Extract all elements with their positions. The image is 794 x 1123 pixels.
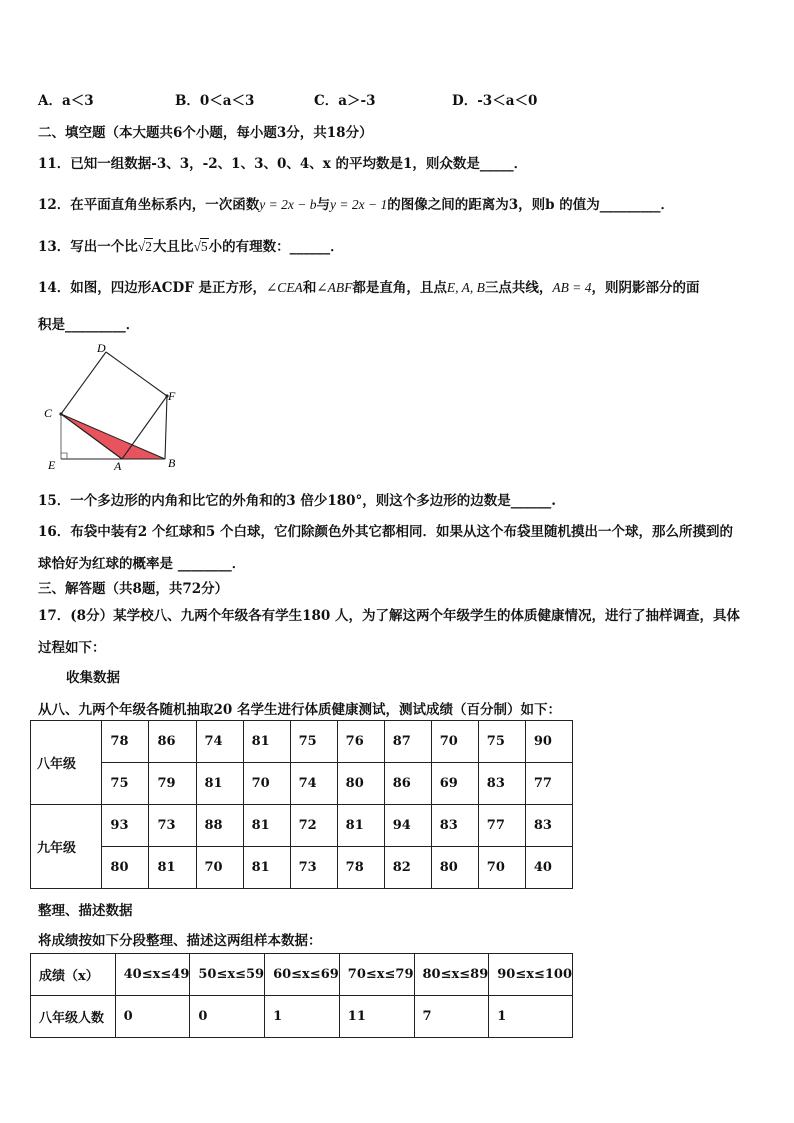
score-cell: 81 — [243, 721, 290, 763]
organize-data-description: 将成绩按如下分段整理、描述这两组样本数据： — [38, 933, 322, 949]
score-cell: 74 — [290, 763, 337, 805]
score-cell: 90 — [525, 721, 572, 763]
score-cell: 70 — [431, 721, 478, 763]
q12-function-1: y = 2x − b — [259, 197, 317, 212]
header-cell: 80≤x≤89 — [414, 954, 489, 996]
score-cell: 75 — [478, 721, 525, 763]
score-cell: 86 — [149, 721, 196, 763]
score-cell: 80 — [431, 847, 478, 889]
score-cell: 77 — [478, 805, 525, 847]
count-cell: 0 — [115, 996, 190, 1038]
table-row — [31, 721, 573, 763]
q14-text-3: 都是直角，且点 — [352, 280, 447, 296]
label-a: A — [114, 459, 122, 470]
score-cell: 75 — [102, 763, 149, 805]
score-cell: 80 — [102, 847, 149, 889]
question-13 — [38, 235, 344, 255]
header-cell: 70≤x≤79 — [339, 954, 414, 996]
option-d: D．-3＜a＜0 — [452, 93, 538, 109]
q12-function-2: y = 2x − 1 — [330, 197, 388, 212]
label-b: B — [168, 456, 176, 470]
score-cell: 94 — [384, 805, 431, 847]
section3-title: 三、解答题（共8题，共72分） — [38, 581, 229, 597]
question-16-line2: 球恰好为红球的概率是 ________． — [38, 556, 246, 572]
header-cell: 60≤x≤69 — [265, 954, 340, 996]
q13-root-2: 5 — [200, 239, 208, 254]
segment-df — [106, 352, 167, 396]
q14-angle-2: ∠ABF — [316, 280, 353, 295]
label-c: C — [44, 406, 53, 420]
score-cell: 79 — [149, 763, 196, 805]
score-cell: 83 — [431, 805, 478, 847]
q13-prefix: 13．写出一个比 — [38, 239, 138, 255]
point-c — [59, 412, 62, 415]
q14-text-5: ，则阴影部分的面 — [591, 280, 700, 296]
question-17-line1: 17．(8分）某学校八、九两个年级各有学生180 人，为了解这两个年级学生的体质健康情况，进行了抽样调查，具体 — [38, 608, 740, 624]
table-row — [31, 805, 573, 847]
score-cell: 81 — [243, 805, 290, 847]
segment-cd — [61, 352, 106, 414]
q12-suffix: 的图像之间的距离为3，则b 的值为_________． — [387, 197, 675, 213]
question-15: 15．一个多边形的内角和比它的外角和的3 倍少180°，则这个多边形的边数是______. — [38, 493, 557, 509]
collect-data-heading: 收集数据 — [66, 670, 120, 686]
header-cell: 成绩（x） — [31, 954, 116, 996]
q12-mid: 与 — [316, 197, 331, 213]
table-row — [31, 954, 573, 996]
section2-title: 二、填空题（本大题共6个小题，每小题3分，共18分） — [38, 125, 373, 141]
count-cell: 1 — [489, 996, 573, 1038]
segment-fa — [122, 396, 167, 459]
q14-text-4: 三点共线， — [484, 280, 553, 296]
score-cell: 86 — [384, 763, 431, 805]
count-cell: 1 — [265, 996, 340, 1038]
score-cell: 69 — [431, 763, 478, 805]
table-row — [31, 763, 573, 805]
header-cell: 40≤x≤49 — [115, 954, 190, 996]
score-cell: 78 — [337, 847, 384, 889]
score-cell: 82 — [384, 847, 431, 889]
label-d: D — [97, 341, 106, 355]
table-row — [31, 847, 573, 889]
score-cell: 70 — [196, 847, 243, 889]
sqrt-icon: √ — [193, 239, 201, 254]
q14-equation: AB = 4 — [552, 280, 592, 295]
q14-angle-1: ∠CEA — [266, 280, 303, 295]
scores-table — [30, 720, 573, 889]
count-cell: 11 — [339, 996, 414, 1038]
score-cell: 72 — [290, 805, 337, 847]
geometry-figure — [40, 340, 190, 470]
option-c: C．a＞-3 — [314, 93, 376, 109]
grade-9-label: 九年级 — [31, 805, 102, 889]
question-12 — [38, 193, 674, 213]
option-b: B．0＜a＜3 — [175, 93, 255, 109]
grade-8-count-label: 八年级人数 — [31, 996, 116, 1038]
q13-mid: 大且比 — [152, 239, 194, 255]
q14-text-1: 14．如图，四边形ACDF 是正方形， — [38, 280, 266, 296]
label-f: F — [168, 389, 176, 403]
q14-text-2: 和 — [302, 280, 317, 296]
question-14-line1 — [38, 276, 699, 296]
score-cell: 83 — [525, 805, 572, 847]
score-cell: 78 — [102, 721, 149, 763]
score-cell: 70 — [243, 763, 290, 805]
table-row — [31, 996, 573, 1038]
question-11: 11．已知一组数据-3、3，-2、1、3、0、4、x 的平均数是1，则众数是_____． — [38, 156, 528, 172]
score-cell: 81 — [243, 847, 290, 889]
score-cell: 40 — [525, 847, 572, 889]
score-cell: 81 — [149, 847, 196, 889]
score-cell: 81 — [337, 805, 384, 847]
score-cell: 70 — [478, 847, 525, 889]
q14-points: E, A, B — [446, 280, 485, 295]
score-cell: 73 — [290, 847, 337, 889]
option-a: A．a＜3 — [38, 93, 94, 109]
q13-root-1: 2 — [145, 239, 152, 254]
question-17-line2: 过程如下： — [38, 640, 106, 656]
grade-8-label: 八年级 — [31, 721, 102, 805]
score-cell: 80 — [337, 763, 384, 805]
score-cell: 74 — [196, 721, 243, 763]
header-cell: 90≤x≤100 — [489, 954, 573, 996]
count-cell: 7 — [414, 996, 489, 1038]
score-cell: 81 — [196, 763, 243, 805]
q13-suffix: 小的有理数：______． — [208, 239, 344, 255]
segment-fb — [165, 396, 167, 459]
organize-data-heading: 整理、描述数据 — [38, 903, 133, 919]
collect-data-description: 从八、九两个年级各随机抽取20 名学生进行体质健康测试，测试成绩（百分制）如下： — [38, 702, 561, 718]
header-cell: 50≤x≤59 — [190, 954, 265, 996]
q12-prefix: 12．在平面直角坐标系内，一次函数 — [38, 197, 260, 213]
question-14-line2: 积是_________． — [38, 317, 140, 333]
score-cell: 76 — [337, 721, 384, 763]
score-cell: 88 — [196, 805, 243, 847]
score-cell: 83 — [478, 763, 525, 805]
score-cell: 73 — [149, 805, 196, 847]
count-cell: 0 — [190, 996, 265, 1038]
sqrt-icon: √ — [137, 239, 146, 254]
label-e: E — [48, 458, 56, 470]
distribution-table — [30, 953, 573, 1038]
score-cell: 77 — [525, 763, 572, 805]
score-cell: 87 — [384, 721, 431, 763]
question-16-line1: 16．布袋中装有2 个红球和5 个白球，它们除颜色外其它都相同．如果从这个布袋里随机摸出一个球，那么所摸到的 — [38, 524, 733, 540]
score-cell: 93 — [102, 805, 149, 847]
score-cell: 75 — [290, 721, 337, 763]
right-angle-mark — [61, 453, 67, 459]
